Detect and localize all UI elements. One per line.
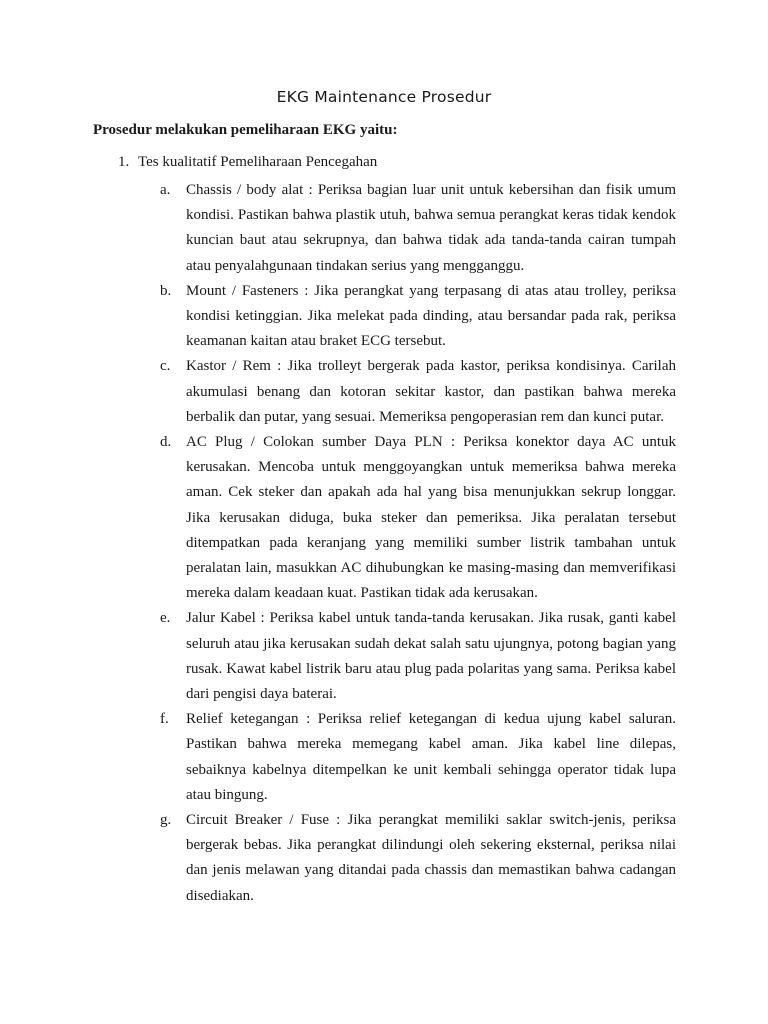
list-item-letter: c. xyxy=(160,358,171,375)
list-item-text: AC Plug / Colokan sumber Daya PLN : Periksa konektor daya AC untuk kerusakan. Mencoba untuk menggoyangkan untuk memeriksa bahwa mereka aman. Cek steker dan apakah ada hal yang bisa menunjukkan sekrup longgar. Jika kerusakan diduga, buka steker dan pemeriksa. Jika peralatan tersebut ditempatkan pada keranjang yang memiliki sumber listrik tambahan untuk peralatan lain, masukkan AC dihubungkan ke masing-masing dan memverifikasi mereka dalam keadaan kuat. Pastikan tidak ada kerusakan. xyxy=(186,434,676,602)
list-item-letter: d. xyxy=(160,434,172,451)
list-item xyxy=(160,606,676,707)
list-item-letter: b. xyxy=(160,282,172,299)
section-number: 1. xyxy=(118,154,130,170)
list-item xyxy=(160,808,676,909)
list-item xyxy=(160,279,676,355)
intro-heading: Prosedur melakukan pemeliharaan EKG yaitu: xyxy=(93,122,398,138)
list-item-text: Mount / Fasteners : Jika perangkat yang terpasang di atas atau trolley, periksa kondisi ketinggian. Jika melekat pada dinding, atau bersandar pada rak, periksa keamanan kaitan atau braket ECG tersebut. xyxy=(186,282,676,350)
list-item-letter: f. xyxy=(160,711,169,728)
list-item-letter: a. xyxy=(160,182,171,198)
list-item-text: Chassis / body alat : Periksa bagian luar unit untuk kebersihan dan fisik umum kondisi. Pastikan bahwa plastik utuh, bahwa semua perangkat keras tidak kendok kuncian baut atau sekrupnya, dan bahwa tidak ada tanda-tanda cairan tumpah atau penyalahgunaan tindakan serius yang mengganggu. xyxy=(186,182,676,274)
procedure-list xyxy=(160,178,676,909)
list-item xyxy=(160,707,676,808)
document-title: EKG Maintenance Prosedur xyxy=(276,88,492,106)
list-item-letter: e. xyxy=(160,610,171,627)
list-item xyxy=(160,354,676,430)
list-item-text: Jalur Kabel : Periksa kabel untuk tanda-tanda kerusakan. Jika rusak, ganti kabel seluruh atau jika kerusakan sudah dekat salah satu ujungnya, potong bagian yang rusak. Kawat kabel listrik baru atau plug pada polaritas yang sama. Periksa kabel dari pengisi daya baterai. xyxy=(186,610,676,703)
list-item xyxy=(160,178,676,279)
section-heading xyxy=(118,154,377,171)
list-item-text: Kastor / Rem : Jika trolleyt bergerak pada kastor, periksa kondisinya. Carilah akumulasi benang dan kotoran sekitar kastor, dan pastikan bahwa mereka berbalik dan putar, yang sesuai. Memeriksa pengoperasian rem dan kunci putar. xyxy=(186,358,676,425)
list-item-text: Circuit Breaker / Fuse : Jika perangkat memiliki saklar switch-jenis, periksa bergerak bebas. Jika perangkat dilindungi oleh sekering eksternal, periksa nilai dan jenis melawan yang ditandai pada chassis dan memastikan bahwa cadangan disediakan. xyxy=(186,812,676,904)
list-item-letter: g. xyxy=(160,812,172,829)
list-item xyxy=(160,430,676,606)
list-item-text: Relief ketegangan : Periksa relief ketegangan di kedua ujung kabel saluran. Pastikan bahwa mereka memegang kabel aman. Jika kabel line dilepas, sebaiknya kabelnya ditempelkan ke unit kembali sehingga operator tidak lupa atau bingung. xyxy=(186,711,676,803)
section-title: Tes kualitatif Pemeliharaan Pencegahan xyxy=(138,154,378,170)
